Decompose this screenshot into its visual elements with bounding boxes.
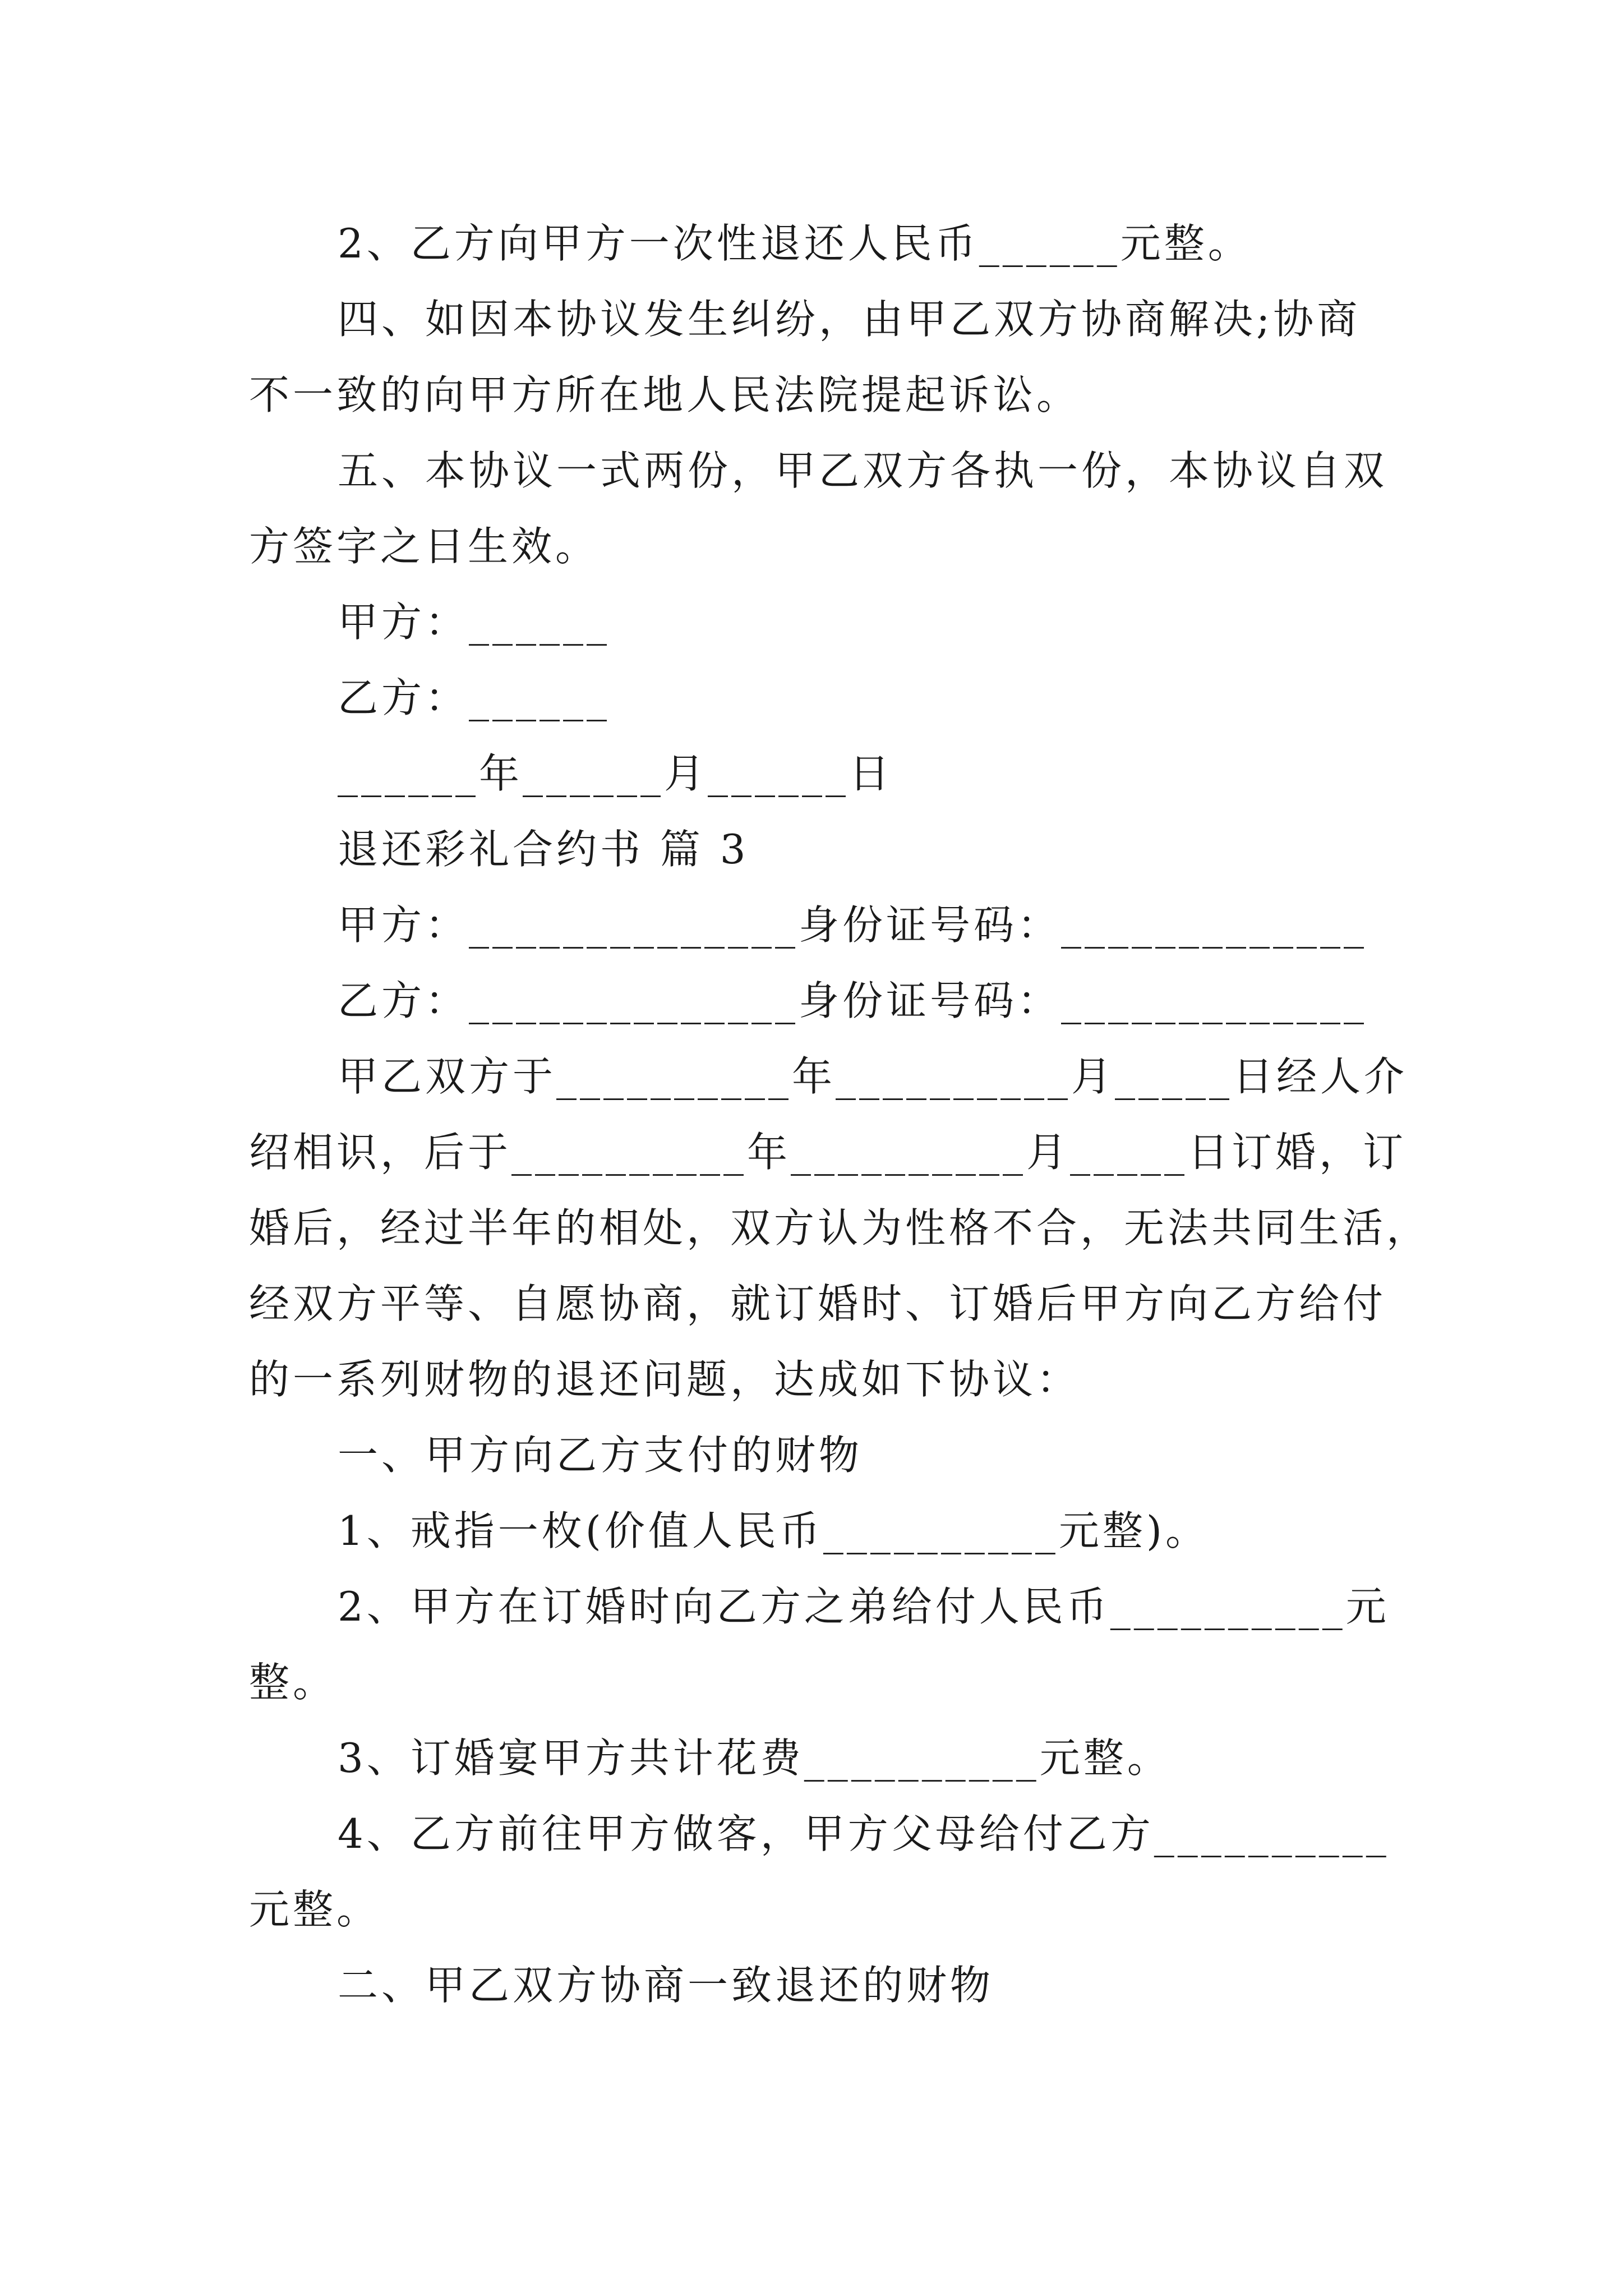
party-a-id-line: 甲方：______________身份证号码：_____________	[338, 901, 1368, 949]
paragraph-clause-5-line-2: 方签字之日生效。	[249, 523, 600, 570]
item-2-line-2: 整。	[249, 1659, 337, 1706]
intro-paragraph-line-2: 绍相识，后于__________年__________月_____日订婚，订	[249, 1129, 1407, 1176]
heading-items-paid: 一、甲方向乙方支付的财物	[338, 1432, 863, 1479]
item-3-banquet: 3、订婚宴甲方共计花费__________元整。	[338, 1734, 1171, 1782]
intro-paragraph-line-3: 婚后，经过半年的相处，双方认为性格不合，无法共同生活，	[249, 1204, 1431, 1251]
intro-paragraph-line-5: 的一系列财物的退还问题，达成如下协议：	[249, 1356, 1081, 1403]
item-1-ring: 1、戒指一枚(价值人民币__________元整)。	[338, 1507, 1209, 1554]
signature-party-b: 乙方：______	[338, 674, 611, 721]
paragraph-clause-4-line-1: 四、如因本协议发生纠纷，由甲乙双方协商解决;协商	[338, 296, 1361, 343]
intro-paragraph-line-4: 经双方平等、自愿协商，就订婚时、订婚后甲方向乙方给付	[249, 1280, 1387, 1327]
item-4-line-2: 元整。	[249, 1886, 381, 1933]
paragraph-clause-5-line-1: 五、本协议一式两份，甲乙双方各执一份，本协议自双	[338, 447, 1388, 494]
signature-party-a: 甲方：______	[338, 599, 611, 646]
paragraph-clause-4-line-2: 不一致的向甲方所在地人民法院提起诉讼。	[249, 371, 1081, 418]
section-title-3: 退还彩礼合约书 篇 3	[338, 826, 749, 873]
party-b-id-line: 乙方：______________身份证号码：_____________	[338, 977, 1368, 1024]
heading-items-refunded: 二、甲乙双方协商一致退还的财物	[338, 1962, 994, 2009]
intro-paragraph-line-1: 甲乙双方于__________年__________月_____日经人介	[338, 1053, 1408, 1100]
item-2-line-1: 2、甲方在订婚时向乙方之弟给付人民币__________元	[338, 1583, 1390, 1630]
signature-date: ______年______月______日	[338, 750, 893, 797]
item-4-line-1: 4、乙方前往甲方做客，甲方父母给付乙方__________	[338, 1810, 1390, 1857]
paragraph-refund-item-2: 2、乙方向甲方一次性退还人民币______元整。	[338, 220, 1252, 267]
